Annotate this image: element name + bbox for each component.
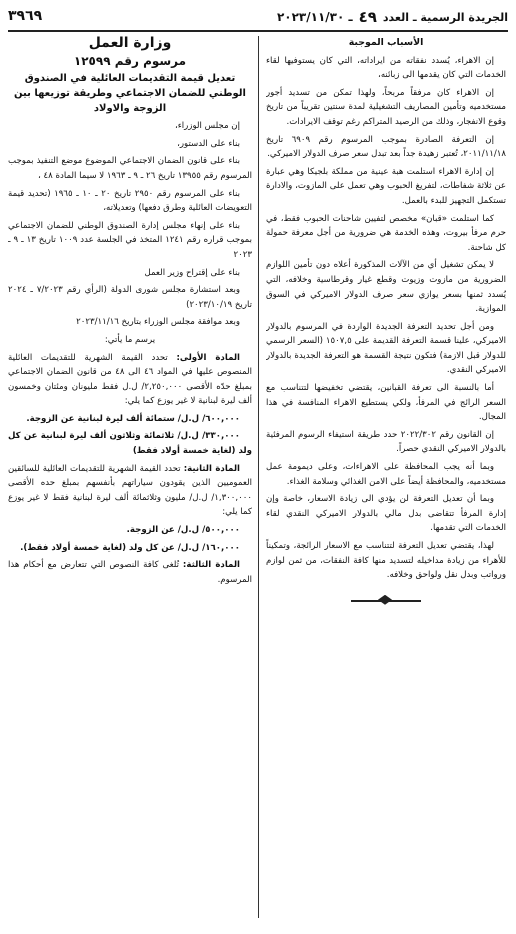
reasons-paragraph: إن الاهراء كان مرفقاً مربحاً، ولهذا تمكن من تسديد أجور مستخدميه وتأمين المصاريف التشغيلية لمدة سنتين تقريباً من تاريخ وقوع الانفجار، وذلك من الرصيد المتراكم رغم توقف الايرادات. [266, 87, 506, 127]
article-1-label: المادة الأولى: [176, 352, 240, 363]
article-2 [8, 462, 252, 520]
ministry-title: وزارة العمل [88, 36, 172, 51]
page-number: ٣٩٦٩ [8, 8, 43, 24]
decree-intro-line: بناء على الدستور، [177, 138, 240, 149]
article-1-item: ٦٠٠,٠٠٠/ ل.ل/ ستمائة ألف ليرة لبنانية عن الزوجة. [26, 413, 240, 424]
reasons-column [266, 36, 506, 916]
page-header [8, 4, 508, 32]
decree-intro-line: وبعد استشارة مجلس شورى الدولة (الرأي رقم ٧/٢٠٢٣ ـ ٢٠٢٤ تاريخ ٢٠٢٣/١٠/١٩) [8, 285, 252, 310]
article-1-text: تحدد القيمة الشهرية للتقديمات العائلية المنصوص عليها في المواد ٤٦ الى ٤٨ من قانون الضمان الاجتماعي بمبلغ حدّه الأقصى ٢,٢٥٠,٠٠٠/ ل.ل فقط مليونان ومئتان وخمسون ألف ليرة لبنانية لا غير يوزع كما يلي: [8, 352, 252, 407]
decree-intro-line: بناء على قانون الضمان الاجتماعي الموضوع موضع التنفيذ بموجب المرسوم رقم ١٣٩٥٥ تاريخ ٢٦ ـ ٩ ـ ١٩٦٣ لا سيما المادة ٤٨ ، [8, 156, 252, 181]
reasons-paragraph: وبما أنه يجب المحافظة على الاهراءات، وعلى ديمومة عمل مستخدميه، والمحافظة أيضاً على الامن الغذائي وسلامة الغذاء. [266, 462, 506, 487]
article-3-text: تُلغى كافة النصوص التي تتعارض مع أحكام هذا المرسوم. [8, 560, 252, 585]
reasons-paragraph: إن التعرفة الصادرة بموجب المرسوم رقم ٦٩٠٩ تاريخ ٢٠١١/١١/١٨، تُعتبر زهيدة جداً بعد تبدل سعر صرف الدولار الاميركي. [266, 134, 506, 160]
issue-date: ـ ٢٠٢٣/١١/٣٠ [276, 10, 353, 24]
article-2-label: المادة الثانية: [183, 463, 240, 474]
reasons-paragraph: أما بالنسبة الى تعرفة القبانين، يقتضي تخفيضها لتتناسب مع السعر الرائج في المرفأ، ولكي يستطيع الاهراء المنافسة في هذا المجال. [266, 383, 506, 423]
decree-intro-line: وبعد موافقة مجلس الوزراء بتاريخ ٢٠٢٣/١١/١٦ [76, 317, 240, 328]
decree-intro-line: بناء على المرسوم رقم ٢٩٥٠ تاريخ ٢٠ ـ ١٠ ـ ١٩٦٥ (تحديد قيمة التعويضات العائلية وطرق دفعها) وتعديلاته، [8, 188, 252, 214]
reasons-paragraph: إن القانون رقم ٢٠٢٢/٣٠٢ حدد طريقة استيفاء الرسوم المرفئية بالدولار الاميركي النقدي حصراً. [266, 429, 506, 455]
article-1-item: ٣٣٠,٠٠٠/ ل.ل/ ثلاثمائة وثلاثون ألف ليرة لبنانية عن كل ولد (لغاية خمسة أولاد فقط) [8, 431, 252, 457]
publication-name: الجريدة الرسمية ـ العدد [382, 10, 508, 24]
column-divider [258, 36, 259, 918]
reasons-paragraph: ومن أجل تحديد التعرفة الجديدة الواردة في المرسوم بالدولار الاميركي، علينا قسمة التعرفة القديمة على ١٥٠٧,٥ (السعر الرسمي للدولار قبل الازمة) فتكون نتيجة القسمة هو التعرفة الجديدة بالدولار الاميركي النقدي. [266, 321, 506, 376]
reasons-paragraph: لا يمكن تشغيل أي من الآلات المذكورة أعلاه دون تأمين اللوازم الضرورية من مازوت وزيوت وقطع غيار وقرطاسية وخلافه، التي يُسدد ثمنها بسعر يوازي سعر صرف الدولار الاميركي في السوق الموازية. [266, 260, 506, 315]
reasons-paragraph: وبما أن تعديل التعرفة لن يؤدي الى زيادة الاسعار، خاصة وإن إدارة المرفأ تتقاضى بدل مالي بالدولار الاميركي النقدي لقاء الخدمات التي تقدمها. [266, 494, 506, 534]
decree-column [8, 36, 252, 916]
decree-intro-line: بناء على إنهاء مجلس إدارة الصندوق الوطني للضمان الاجتماعي بموجب قراره رقم ١٢٤١ المتخذ في الجلسة عدد ١٠٠٩ تاريخ ١٣ ـ ٩ ـ ٢٠٢٣ [8, 220, 252, 260]
article-3-label: المادة الثالثة: [182, 560, 240, 571]
reasons-paragraph: لهذا، يقتضي تعديل التعرفة لتتناسب مع الاسعار الرائجة، وتمكيناً للأهراء من زيادة مداخيله لتسديد منها كافة النفقات، من ثمن لوازم ورواتب وبدل نقل ولواحق وخلافه. [266, 541, 506, 581]
article-3 [8, 558, 252, 587]
end-of-section-mark [351, 597, 421, 605]
decree-subject: تعديل قيمة التقديمات العائلية في الصندوق الوطني للضمان الاجتماعي وطريقة توزيعها بين الزوجة والاولاد [14, 73, 246, 115]
article-1 [8, 351, 252, 409]
decrees-label: يرسم ما يأتي: [104, 334, 156, 345]
reasons-paragraph: إن الاهراء، يُسدد نفقاته من ايراداته، التي كان يستوفيها لقاء الخدمات التي كان يقدمها الى زبائنه، [266, 55, 506, 81]
decree-intro-line: إن مجلس الوزراء، [174, 121, 240, 132]
issue-number: ٤٩ [358, 8, 377, 26]
article-2-item: ١٦٠,٠٠٠/ ل.ل/ عن كل ولد (لغاية خمسة أولاد فقط). [20, 542, 240, 553]
reasons-title: الأسباب الموجبة [348, 37, 424, 48]
decree-intro-line: بناء على إقتراح وزير العمل [144, 267, 240, 278]
reasons-paragraph: إن إدارة الاهراء استلمت هبة عينية من مملكة بلجيكا وهي عبارة عن ثلاثة شفاطات، لتفريغ الحبوب وهي تعمل على المازوت، والادارة تستكمل التجهيز للبدء بالعمل. [266, 166, 506, 206]
article-2-item: ٥٠٠,٠٠٠/ ل.ل/ عن الزوجة. [126, 525, 240, 536]
article-2-text: تحدد القيمة الشهرية للتقديمات العائلية للسائقين العموميين الذين يقودون سياراتهم بأنفسهم بمبلغ حده الأقصى ١,٣٠٠,٠٠٠/ ل.ل/ مليون وثلاثمائة ألف ليرة لبنانية فقط لا غير يوزع كما يلي: [8, 463, 252, 518]
reasons-paragraph: كما استلمت «قبان» مخصص لتفيين شاحنات الحبوب فقط، في حرم مرفأ بيروت، وهذه الخدمة هي ضرورية من أجل معرفة حمولة كل شاحنة. [266, 213, 506, 253]
decree-title: مرسوم رقم ١٢٥٩٩ [73, 53, 187, 68]
